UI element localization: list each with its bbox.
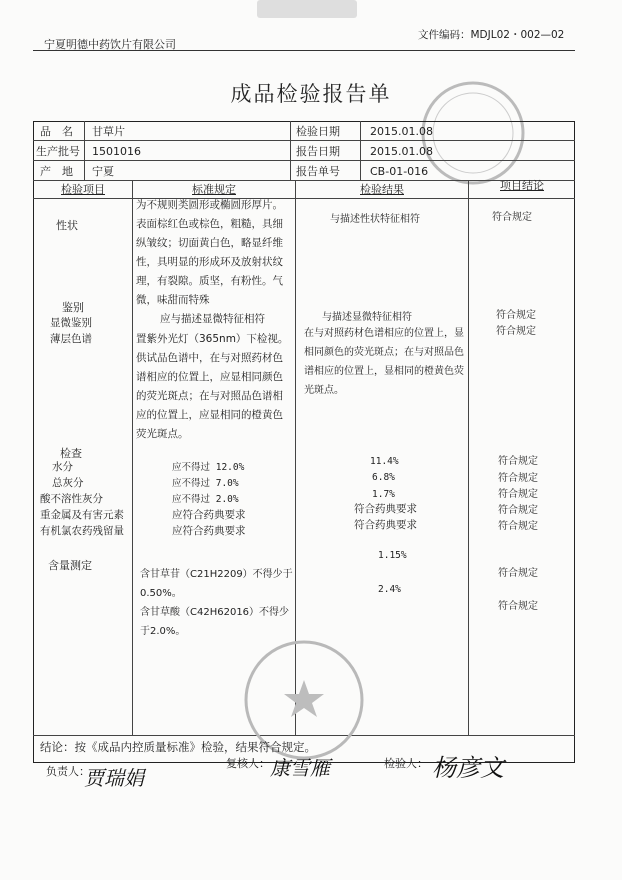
column-header-standard: 标准规定 bbox=[192, 183, 236, 196]
header-rule bbox=[33, 50, 575, 51]
reviewer-label: 复核人： bbox=[226, 757, 270, 770]
batch-label: 生产批号 bbox=[36, 145, 80, 158]
conclusion-text: 结论：按《成品内控质量标准》检验，结果符合规定。 bbox=[40, 740, 316, 754]
row-divider bbox=[33, 198, 575, 199]
standard-microscopic: 应与描述显微特征相符 bbox=[160, 313, 265, 325]
inspection-name: 酸不溶性灰分 bbox=[40, 493, 103, 505]
item-assay: 含量测定 bbox=[48, 559, 92, 572]
inspection-name: 总灰分 bbox=[52, 477, 84, 489]
page-title: 成品检验报告单 bbox=[230, 82, 392, 106]
inspection-standard: 应符合药典要求 bbox=[172, 509, 246, 521]
inspection-standard: 应不得过 12.0% bbox=[172, 462, 245, 473]
item-identification: 鉴别 bbox=[62, 301, 84, 314]
responsible-label: 负责人： bbox=[46, 765, 90, 778]
row-divider bbox=[33, 160, 575, 161]
origin-label: 产 地 bbox=[40, 165, 73, 178]
report-date-label: 报告日期 bbox=[296, 145, 340, 158]
standard-character: 为不规则类圆形或椭圆形厚片。表面棕红色或棕色，粗糙，具细纵皱纹；切面黄白色，略显纤维性，具明显的形成环及放射状纹理，有裂隙。质坚，有粉性。气微，味甜而特殊 bbox=[136, 199, 283, 306]
doc-no-label: 文件编码： bbox=[418, 29, 471, 41]
test-date-value: 2015.01.08 bbox=[370, 125, 433, 138]
standard-tlc: 置紫外光灯（365nm）下检视。供试品色谱中，在与对照药材色谱相应的位置上，应显相同颜色的荧光斑点；在与对照品色谱相应的位置上，应显相同的橙黄色荧光斑点。 bbox=[136, 333, 289, 440]
inspection-result: 11.4% bbox=[370, 456, 399, 467]
result-character: 与描述性状特征相符 bbox=[330, 214, 420, 225]
report-no-value: CB-01-016 bbox=[370, 165, 429, 178]
inspection-standard: 应符合药典要求 bbox=[172, 525, 246, 537]
responsible-signature: 贾瑞娟 bbox=[84, 766, 144, 790]
origin-value: 宁夏 bbox=[92, 165, 114, 178]
conclusion-tlc: 符合规定 bbox=[496, 326, 536, 337]
report-date-value: 2015.01.08 bbox=[370, 145, 433, 158]
inspection-conclusion: 符合规定 bbox=[498, 473, 538, 484]
inspection-conclusion: 符合规定 bbox=[498, 489, 538, 500]
inspection-standard: 应不得过 7.0% bbox=[172, 478, 239, 489]
inspector-signature: 杨彦文 bbox=[432, 754, 504, 782]
conclusion-assay-1: 符合规定 bbox=[498, 568, 538, 579]
faded-stamp-mark bbox=[257, 0, 357, 18]
inspection-conclusion: 符合规定 bbox=[498, 505, 538, 516]
result-assay-1: 1.15% bbox=[378, 550, 407, 561]
conclusion-character: 符合规定 bbox=[492, 212, 532, 223]
inspection-name: 水分 bbox=[52, 461, 73, 473]
item-tlc: 薄层色谱 bbox=[50, 333, 92, 345]
col-divider bbox=[132, 180, 133, 735]
column-header-conclusion: 项目结论 bbox=[500, 179, 544, 192]
test-date-label: 检验日期 bbox=[296, 125, 340, 138]
col-divider bbox=[468, 180, 469, 735]
column-header-result: 检验结果 bbox=[360, 183, 404, 196]
inspection-name: 有机氯农药残留量 bbox=[40, 525, 124, 537]
item-microscopic: 显微鉴别 bbox=[50, 317, 92, 329]
result-microscopic: 与描述显微特征相符 bbox=[322, 312, 412, 323]
product-label: 品 名 bbox=[40, 125, 73, 138]
company-name: 宁夏明德中药饮片有限公司 bbox=[44, 38, 176, 51]
item-inspection: 检查 bbox=[60, 447, 82, 460]
standard-assay-2: 含甘草酸（C42H62016）不得少于2.0%。 bbox=[140, 607, 290, 637]
inspection-standard: 应不得过 2.0% bbox=[172, 494, 239, 505]
inspector-label: 检验人： bbox=[384, 757, 428, 770]
standard-assay-1: 含甘草苷（C21H2209）不得少于0.50%。 bbox=[140, 569, 293, 599]
item-character: 性状 bbox=[56, 219, 78, 232]
column-header-item: 检验项目 bbox=[61, 183, 105, 196]
conclusion-assay-2: 符合规定 bbox=[498, 601, 538, 612]
batch-value: 1501016 bbox=[92, 145, 141, 158]
result-tlc: 在与对照药材色谱相应的位置上，显相同颜色的荧光斑点；在与对照品色谱相应的位置上，显相同的橙黄色荧光斑点。 bbox=[304, 328, 464, 396]
inspection-result: 6.8% bbox=[372, 472, 395, 483]
inspection-result: 1.7% bbox=[372, 489, 395, 500]
inspection-name: 重金属及有害元素 bbox=[40, 509, 124, 521]
col-divider bbox=[290, 121, 291, 180]
inspection-result: 符合药典要求 bbox=[354, 503, 417, 515]
conclusion-microscopic: 符合规定 bbox=[496, 310, 536, 321]
doc-no-value: MDJL02・002—02 bbox=[470, 29, 565, 41]
document-number bbox=[418, 27, 564, 42]
inspection-result: 符合药典要求 bbox=[354, 519, 417, 531]
report-no-label: 报告单号 bbox=[296, 165, 340, 178]
col-divider bbox=[360, 121, 361, 180]
result-assay-2: 2.4% bbox=[378, 584, 401, 595]
row-divider bbox=[33, 140, 575, 141]
inspection-conclusion: 符合规定 bbox=[498, 456, 538, 467]
inspection-conclusion: 符合规定 bbox=[498, 521, 538, 532]
product-value: 甘草片 bbox=[92, 125, 125, 138]
col-divider bbox=[84, 121, 85, 180]
reviewer-signature: 康雪雁 bbox=[270, 756, 330, 780]
